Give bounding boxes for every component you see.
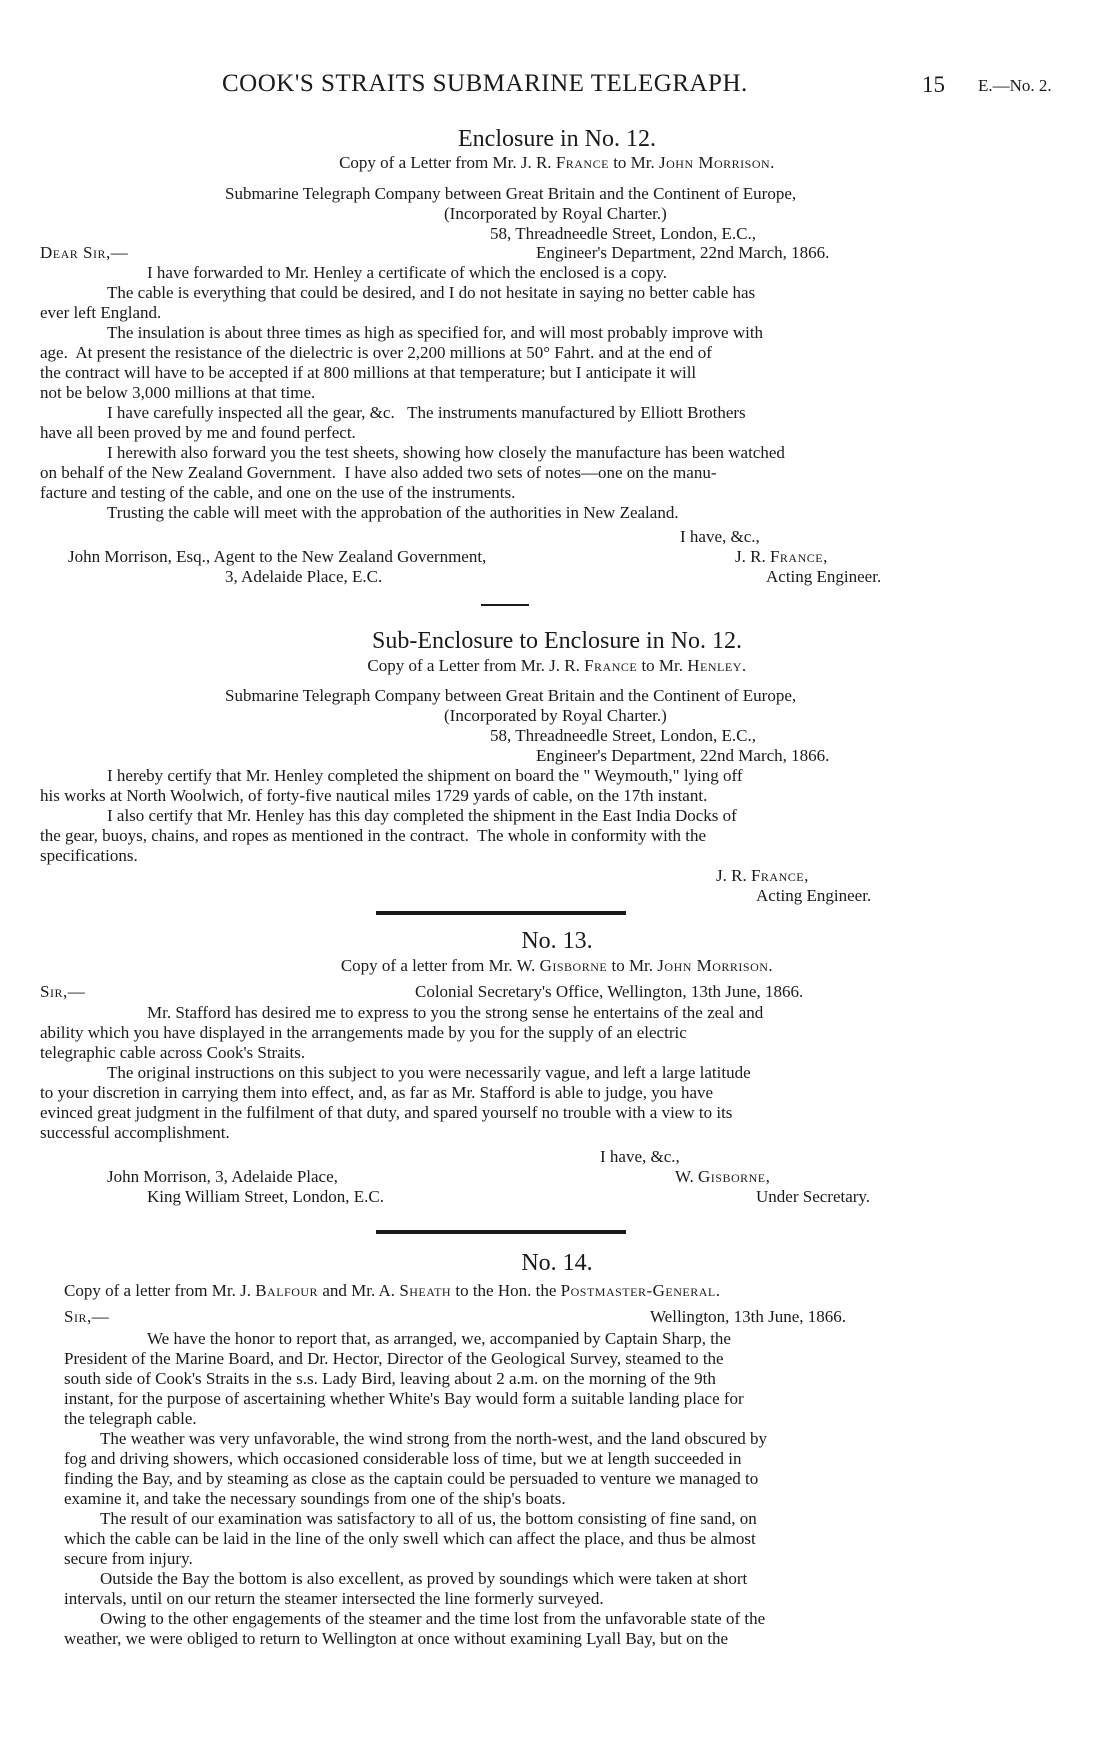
signature-title: Acting Engineer. bbox=[766, 567, 882, 586]
paragraph-line: I herewith also forward you the test sheets, showing how closely the manufacture has been watched bbox=[107, 443, 785, 462]
paragraph-line: not be below 3,000 millions at that time. bbox=[40, 383, 316, 402]
dateline: Engineer's Department, 22nd March, 1866. bbox=[536, 746, 830, 765]
paragraph-line: I also certify that Mr. Henley has this day completed the shipment in the East India Docks of bbox=[107, 806, 737, 825]
copy-line: Copy of a Letter from Mr. J. R. France to Mr. Henley. bbox=[367, 656, 747, 675]
paragraph-line: Trusting the cable will meet with the approbation of the authorities in New Zealand. bbox=[107, 503, 679, 522]
signature-name: J. R. France, bbox=[716, 866, 809, 885]
paragraph-line: I have forwarded to Mr. Henley a certificate of which the enclosed is a copy. bbox=[147, 263, 668, 282]
signature-name: J. R. France, bbox=[735, 547, 828, 566]
addressee: John Morrison, 3, Adelaide Place, bbox=[107, 1167, 338, 1186]
paragraph-line: the telegraph cable. bbox=[64, 1409, 197, 1428]
paper-reference: E.—No. 2. bbox=[978, 76, 1052, 95]
paragraph-line: fog and driving showers, which occasioned considerable loss of time, but we at length succeeded in bbox=[64, 1449, 742, 1468]
section-divider bbox=[481, 604, 529, 606]
salutation: Sir,— bbox=[64, 1307, 110, 1326]
section-divider bbox=[376, 1230, 626, 1234]
paragraph-line: successful accomplishment. bbox=[40, 1123, 230, 1142]
paragraph-line: ever left England. bbox=[40, 303, 162, 322]
paragraph-line: instant, for the purpose of ascertaining whether White's Bay would form a suitable landing place for bbox=[64, 1389, 744, 1408]
paragraph-line: ability which you have displayed in the arrangements made by you for the supply of an electric bbox=[40, 1023, 687, 1042]
paragraph-line: intervals, until on our return the steamer intersected the line formerly surveyed. bbox=[64, 1589, 604, 1608]
incorporation: (Incorporated by Royal Charter.) bbox=[444, 706, 667, 725]
paragraph-line: We have the honor to report that, as arranged, we, accompanied by Captain Sharp, the bbox=[147, 1329, 731, 1348]
paragraph-line: The insulation is about three times as high as specified for, and will most probably improve with bbox=[107, 323, 764, 342]
sender-address: 58, Threadneedle Street, London, E.C., bbox=[490, 726, 756, 745]
paragraph-line: his works at North Woolwich, of forty-five nautical miles 1729 yards of cable, on the 17th instant. bbox=[40, 786, 708, 805]
dateline: Wellington, 13th June, 1866. bbox=[650, 1307, 847, 1326]
section-heading-no-14: No. 14. bbox=[521, 1250, 593, 1276]
paragraph-line: President of the Marine Board, and Dr. Hector, Director of the Geological Survey, steamed to the bbox=[64, 1349, 724, 1368]
paragraph-line: the gear, buoys, chains, and ropes as mentioned in the contract. The whole in conformity with the bbox=[40, 826, 707, 845]
paragraph-line: I have carefully inspected all the gear, &c. The instruments manufactured by Elliott Brothers bbox=[107, 403, 746, 422]
paragraph-line: age. At present the resistance of the dielectric is over 2,200 millions at 50° Fahrt. and at the end of bbox=[40, 343, 712, 362]
paragraph-line: examine it, and take the necessary soundings from one of the ship's boats. bbox=[64, 1489, 566, 1508]
signature-name: W. Gisborne, bbox=[675, 1167, 771, 1186]
paragraph-line: weather, we were obliged to return to Wellington at once without examining Lyall Bay, but on the bbox=[64, 1629, 729, 1648]
paragraph-line: secure from injury. bbox=[64, 1549, 193, 1568]
closing: I have, &c., bbox=[600, 1147, 680, 1166]
addressee: John Morrison, Esq., Agent to the New Zealand Government, bbox=[68, 547, 487, 566]
copy-line: Copy of a Letter from Mr. J. R. France to Mr. John Morrison. bbox=[339, 153, 775, 172]
incorporation: (Incorporated by Royal Charter.) bbox=[444, 204, 667, 223]
paragraph-line: to your discretion in carrying them into effect, and, as far as Mr. Stafford is able to judge, you have bbox=[40, 1083, 714, 1102]
section-heading-no-13: No. 13. bbox=[521, 928, 593, 954]
paragraph-line: facture and testing of the cable, and one on the use of the instruments. bbox=[40, 483, 516, 502]
company-name: Submarine Telegraph Company between Great Britain and the Continent of Europe, bbox=[225, 686, 797, 705]
paragraph-line: The result of our examination was satisfactory to all of us, the bottom consisting of fine sand, on bbox=[100, 1509, 757, 1528]
paragraph-line: evinced great judgment in the fulfilment of that duty, and spared yourself no trouble with a view to its bbox=[40, 1103, 733, 1122]
paragraph-line: I hereby certify that Mr. Henley completed the shipment on board the " Weymouth," lying off bbox=[107, 766, 743, 785]
copy-line: Copy of a letter from Mr. W. Gisborne to Mr. John Morrison. bbox=[340, 956, 774, 975]
closing: I have, &c., bbox=[680, 527, 760, 546]
company-name: Submarine Telegraph Company between Great Britain and the Continent of Europe, bbox=[225, 184, 797, 203]
dateline: Colonial Secretary's Office, Wellington, 13th June, 1866. bbox=[415, 982, 804, 1001]
paragraph-line: The cable is everything that could be desired, and I do not hesitate in saying no better cable has bbox=[107, 283, 756, 302]
paragraph-line: The weather was very unfavorable, the wind strong from the north-west, and the land obscured by bbox=[100, 1429, 768, 1448]
section-heading-enclosure-12: Enclosure in No. 12. bbox=[458, 126, 656, 152]
running-title: COOK'S STRAITS SUBMARINE TELEGRAPH. bbox=[222, 70, 748, 97]
salutation: Sir,— bbox=[40, 982, 86, 1001]
paragraph-line: The original instructions on this subject to you were necessarily vague, and left a large latitude bbox=[107, 1063, 751, 1082]
paragraph-line: specifications. bbox=[40, 846, 138, 865]
signature-title: Under Secretary. bbox=[756, 1187, 871, 1206]
page-number: 15 bbox=[922, 72, 945, 97]
paragraph-line: the contract will have to be accepted if at 800 millions at that temperature; but I anticipate it will bbox=[40, 363, 697, 382]
salutation: Dear Sir,— bbox=[40, 243, 129, 262]
paragraph-line: telegraphic cable across Cook's Straits. bbox=[40, 1043, 306, 1062]
paragraph-line: have all been proved by me and found perfect. bbox=[40, 423, 356, 442]
section-heading-sub-enclosure-12: Sub-Enclosure to Enclosure in No. 12. bbox=[372, 628, 742, 654]
paragraph-line: on behalf of the New Zealand Government. I have also added two sets of notes—one on the manu- bbox=[40, 463, 717, 482]
paragraph-line: finding the Bay, and by steaming as close as the captain could be persuaded to venture we managed to bbox=[64, 1469, 759, 1488]
addressee-address: King William Street, London, E.C. bbox=[147, 1187, 384, 1206]
paragraph-line: which the cable can be laid in the line of the only swell which can affect the place, and thus be almost bbox=[64, 1529, 756, 1548]
signature-title: Acting Engineer. bbox=[756, 886, 872, 905]
paragraph-line: south side of Cook's Straits in the s.s. Lady Bird, leaving about 2 a.m. on the morning of the 9th bbox=[64, 1369, 716, 1388]
section-divider bbox=[376, 911, 626, 915]
paragraph-line: Outside the Bay the bottom is also excellent, as proved by soundings which were taken at short bbox=[100, 1569, 748, 1588]
paragraph-line: Owing to the other engagements of the steamer and the time lost from the unfavorable state of the bbox=[100, 1609, 766, 1628]
copy-line: Copy of a letter from Mr. J. Balfour and Mr. A. Sheath to the Hon. the Postmaster-General. bbox=[64, 1281, 721, 1300]
paragraph-line: Mr. Stafford has desired me to express to you the strong sense he entertains of the zeal and bbox=[147, 1003, 764, 1022]
addressee-address: 3, Adelaide Place, E.C. bbox=[225, 567, 383, 586]
dateline: Engineer's Department, 22nd March, 1866. bbox=[536, 243, 830, 262]
sender-address: 58, Threadneedle Street, London, E.C., bbox=[490, 224, 756, 243]
